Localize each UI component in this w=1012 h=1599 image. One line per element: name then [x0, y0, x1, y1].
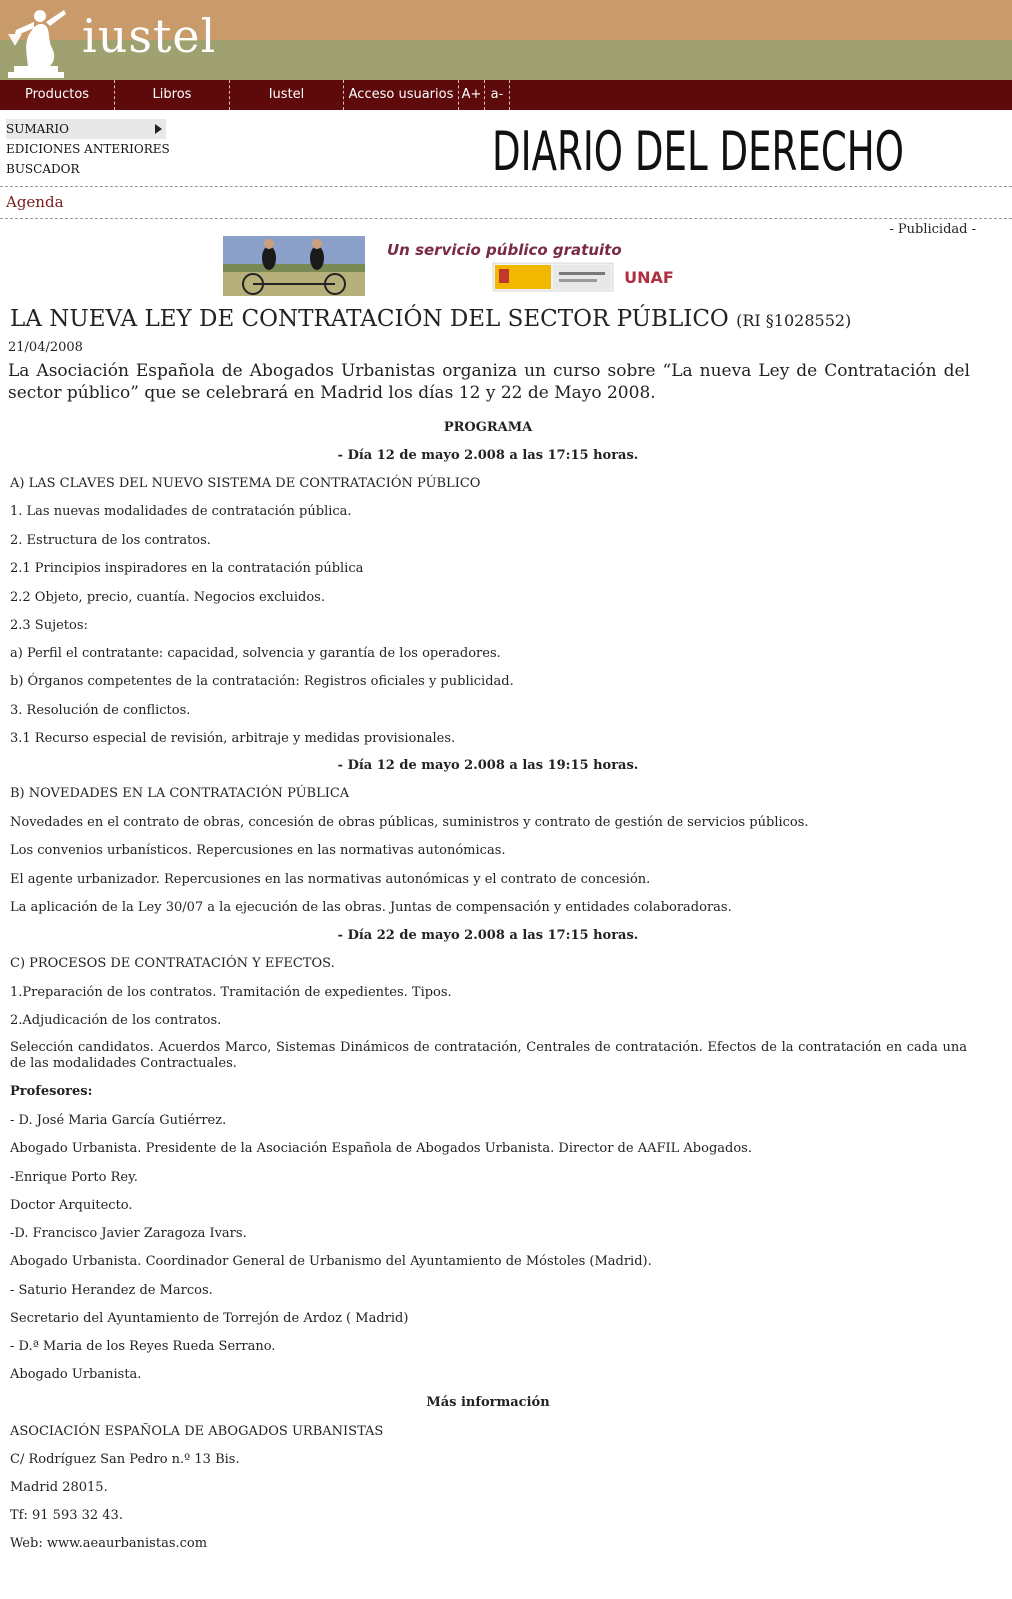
program-line: 1. Las nuevas modalidades de contratación pública. [10, 504, 352, 519]
profesores-heading: Profesores: [10, 1084, 93, 1099]
nav-iustel[interactable]: Iustel [230, 80, 344, 110]
session-3-heading: - Día 22 de mayo 2.008 a las 17:15 horas. [337, 928, 639, 943]
profesor-line: Doctor Arquitecto. [10, 1198, 133, 1213]
program-line: 1.Preparación de los contratos. Tramitación de expedientes. Tipos. [10, 985, 452, 1000]
font-increase-button[interactable]: A+ [459, 80, 485, 110]
program-paragraph: Selección candidatos. Acuerdos Marco, Sistemas Dinámicos de contratación, Centrales de contratación. Efectos de la contratación en cada una de las modalidades Contractuales. [10, 1040, 967, 1071]
ad-banner[interactable] [223, 236, 681, 296]
program-line: 3. Resolución de conflictos. [10, 703, 191, 718]
program-line: 2.Adjudicación de los contratos. [10, 1013, 222, 1028]
program-line: a) Perfil el contratante: capacidad, solvencia y garantía de los operadores. [10, 646, 501, 661]
programa-heading: PROGRAMA [443, 420, 533, 435]
program-line: 2. Estructura de los contratos. [10, 533, 211, 548]
program-line: b) Órganos competentes de la contratación: Registros oficiales y publicidad. [10, 674, 514, 689]
program-line: 2.3 Sujetos: [10, 618, 88, 633]
article-date: 21/04/2008 [8, 340, 83, 355]
profesor-line: - Saturio Herandez de Marcos. [10, 1283, 213, 1298]
justice-statue-logo-icon[interactable] [6, 0, 80, 80]
sidebar-item-ediciones-anteriores[interactable]: EDICIONES ANTERIORES [6, 142, 170, 156]
session-2-heading: - Día 12 de mayo 2.008 a las 19:15 horas. [337, 758, 639, 773]
program-line: El agente urbanizador. Repercusiones en las normativas autonómicas y el contrato de concesión. [10, 872, 651, 887]
arrow-right-icon [155, 124, 162, 134]
font-decrease-button[interactable]: a- [485, 80, 510, 110]
nav-acceso-usuarios[interactable]: Acceso usuarios [344, 80, 459, 110]
top-nav [0, 80, 1012, 110]
unaf-logo: UNAF [624, 268, 674, 287]
program-line: La aplicación de la Ley 30/07 a la ejecución de las obras. Juntas de compensación y entidades colaboradoras. [10, 900, 732, 915]
sidebar-menu [6, 119, 170, 179]
nav-productos[interactable]: Productos [0, 80, 115, 110]
profesor-line: - D.ª Maria de los Reyes Rueda Serrano. [10, 1339, 276, 1354]
info-line: C/ Rodríguez San Pedro n.º 13 Bis. [10, 1452, 240, 1467]
profesor-line: Secretario del Ayuntamiento de Torrejón de Ardoz ( Madrid) [10, 1311, 409, 1326]
masthead-logo [490, 114, 906, 178]
section-title[interactable]: Agenda [6, 193, 64, 211]
program-line: C) PROCESOS DE CONTRATACIÓN Y EFECTOS. [10, 956, 335, 971]
profesor-line: Abogado Urbanista. Presidente de la Asociación Española de Abogados Urbanista. Director de AAFIL Abogados. [10, 1141, 752, 1156]
masthead-title: DIARIO DEL DERECHO [492, 120, 904, 178]
program-line: Novedades en el contrato de obras, concesión de obras públicas, suministros y contrato de gestión de servicios públicos. [10, 815, 809, 830]
info-line: Madrid 28015. [10, 1480, 108, 1495]
article-ref-link[interactable]: (RI §1028552) [736, 311, 852, 330]
divider [0, 218, 1012, 219]
article-lead: La Asociación Española de Abogados Urbanistas organiza un curso sobre “La nueva Ley de Contratación del sector público” que se celebrará en Madrid los días 12 y 22 de Mayo 2008. [8, 361, 970, 403]
profesor-line: - D. José Maria García Gutiérrez. [10, 1113, 227, 1128]
article-title: LA NUEVA LEY DE CONTRATACIÓN DEL SECTOR PÚBLICO (RI §1028552) [10, 306, 852, 332]
info-heading: Más información [426, 1395, 550, 1410]
site-header [0, 0, 1012, 80]
info-line: Tf: 91 593 32 43. [10, 1508, 123, 1523]
banner-slogan: Un servicio público gratuito [387, 241, 622, 259]
publicidad-label: - Publicidad - [889, 222, 976, 237]
profesor-line: Abogado Urbanista. [10, 1367, 142, 1382]
program-line: Los convenios urbanísticos. Repercusiones en las normativas autonómicas. [10, 843, 506, 858]
info-web-link[interactable]: Web: www.aeaurbanistas.com [10, 1536, 208, 1551]
program-line: 3.1 Recurso especial de revisión, arbitraje y medidas provisionales. [10, 731, 456, 746]
profesor-line: Abogado Urbanista. Coordinador General de Urbanismo del Ayuntamiento de Móstoles (Madrid). [10, 1254, 652, 1269]
profesor-line: -Enrique Porto Rey. [10, 1170, 138, 1185]
nav-libros[interactable]: Libros [115, 80, 230, 110]
profesor-line: -D. Francisco Javier Zaragoza Ivars. [10, 1226, 247, 1241]
info-line: ASOCIACIÓN ESPAÑOLA DE ABOGADOS URBANISTAS [10, 1424, 384, 1439]
program-line: 2.2 Objeto, precio, cuantía. Negocios excluidos. [10, 590, 325, 605]
sidebar-item-buscador[interactable]: BUSCADOR [6, 162, 80, 176]
divider [0, 186, 1012, 187]
session-1-heading: - Día 12 de mayo 2.008 a las 17:15 horas. [337, 448, 639, 463]
program-line: A) LAS CLAVES DEL NUEVO SISTEMA DE CONTRATACIÓN PÚBLICO [10, 476, 481, 491]
program-line: 2.1 Principios inspiradores en la contratación pública [10, 561, 364, 576]
sidebar-item-sumario[interactable]: SUMARIO [6, 119, 166, 139]
program-line: B) NOVEDADES EN LA CONTRATACIÓN PÚBLICA [10, 786, 350, 801]
brand-name[interactable]: iustel [82, 9, 217, 63]
